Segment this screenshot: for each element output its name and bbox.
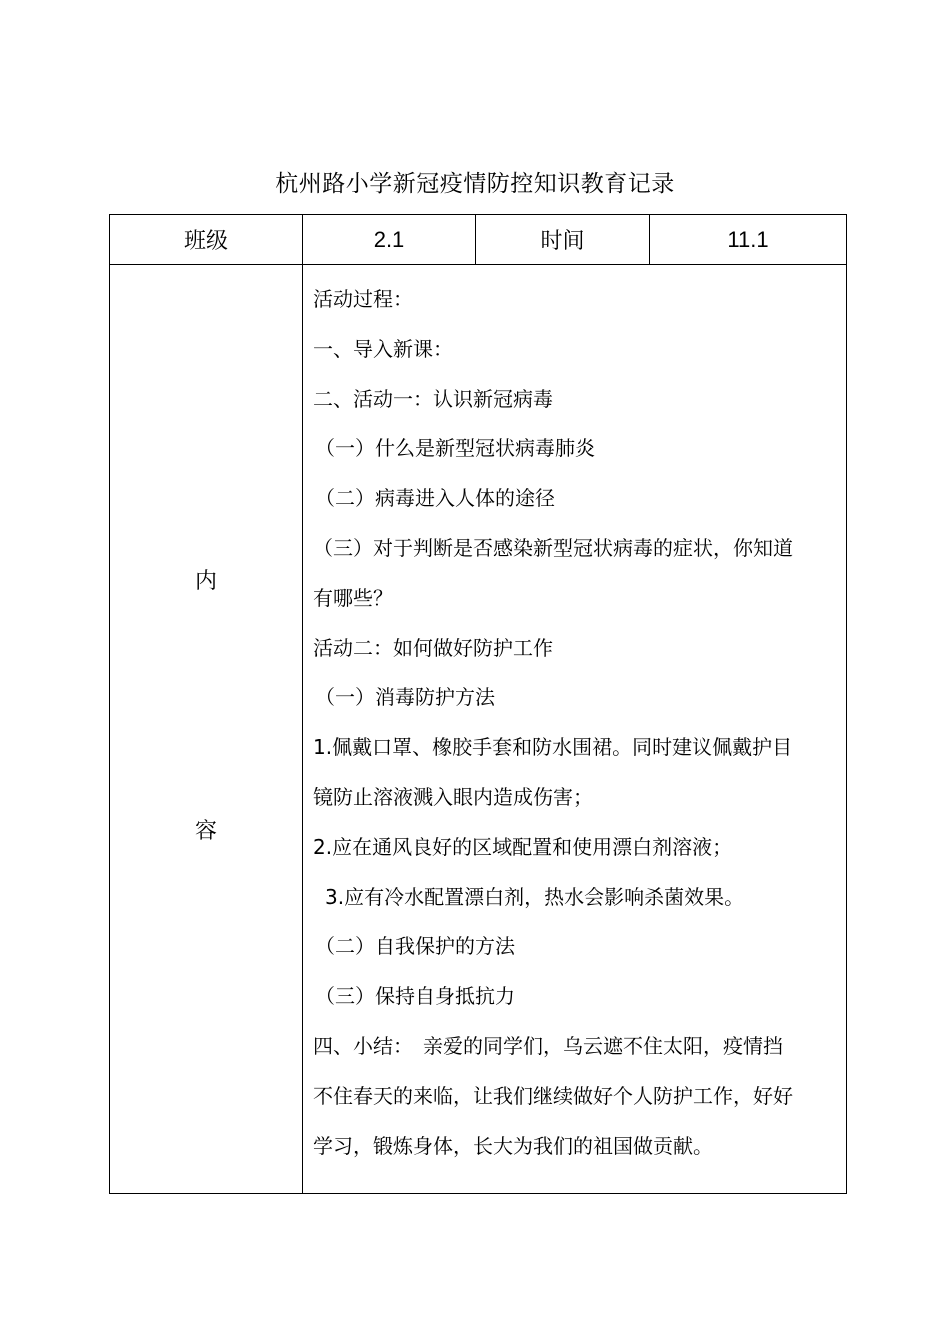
content-line: （一）消毒防护方法: [315, 685, 495, 710]
content-line: 活动二：如何做好防护工作: [313, 635, 553, 660]
content-line: 不住春天的来临，让我们继续做好个人防护工作，好好: [313, 1083, 793, 1108]
class-label: 班级: [110, 215, 303, 265]
content-line: 镜防止溶液溅入眼内造成伤害；: [313, 784, 593, 809]
document-title: 杭州路小学新冠疫情防控知识教育记录: [275, 171, 675, 197]
content-label-char-1: 内: [194, 569, 217, 594]
content-line: （三）保持自身抵抗力: [315, 984, 515, 1009]
content-line: 四、小结： 亲爱的同学们，乌云遮不住太阳，疫情挡: [313, 1033, 783, 1058]
time-value: 11.1: [650, 215, 847, 265]
content-label-char-2: 容: [194, 819, 217, 844]
content-line: 活动过程：: [313, 287, 413, 311]
content-line: （三）对于判断是否感染新型冠状病毒的症状，你知道: [313, 535, 793, 560]
content-line: 1.佩戴口罩、橡胶手套和防水围裙。同时建议佩戴护目: [313, 735, 793, 760]
content-label-cell: [110, 265, 303, 1194]
content-line: 学习，锻炼身体，长大为我们的祖国做贡献。: [313, 1133, 713, 1158]
content-body: [303, 265, 847, 1194]
content-line: （一）什么是新型冠状病毒肺炎: [315, 436, 595, 461]
content-line: 2.应在通风良好的区域配置和使用漂白剂溶液；: [313, 834, 733, 859]
content-row: [110, 265, 847, 1194]
class-value: 2.1: [303, 215, 476, 265]
record-table: [109, 214, 847, 1194]
content-line: 二、活动一：认识新冠病毒: [313, 386, 553, 411]
header-row: [110, 215, 847, 265]
content-line: 3.应有冷水配置漂白剂，热水会影响杀菌效果。: [325, 884, 745, 909]
content-line: （二）自我保护的方法: [315, 934, 515, 959]
content-line: 有哪些？: [313, 585, 393, 610]
content-line: 一、导入新课：: [313, 336, 453, 361]
time-label: 时间: [476, 215, 650, 265]
content-line: （二）病毒进入人体的途径: [315, 486, 555, 511]
